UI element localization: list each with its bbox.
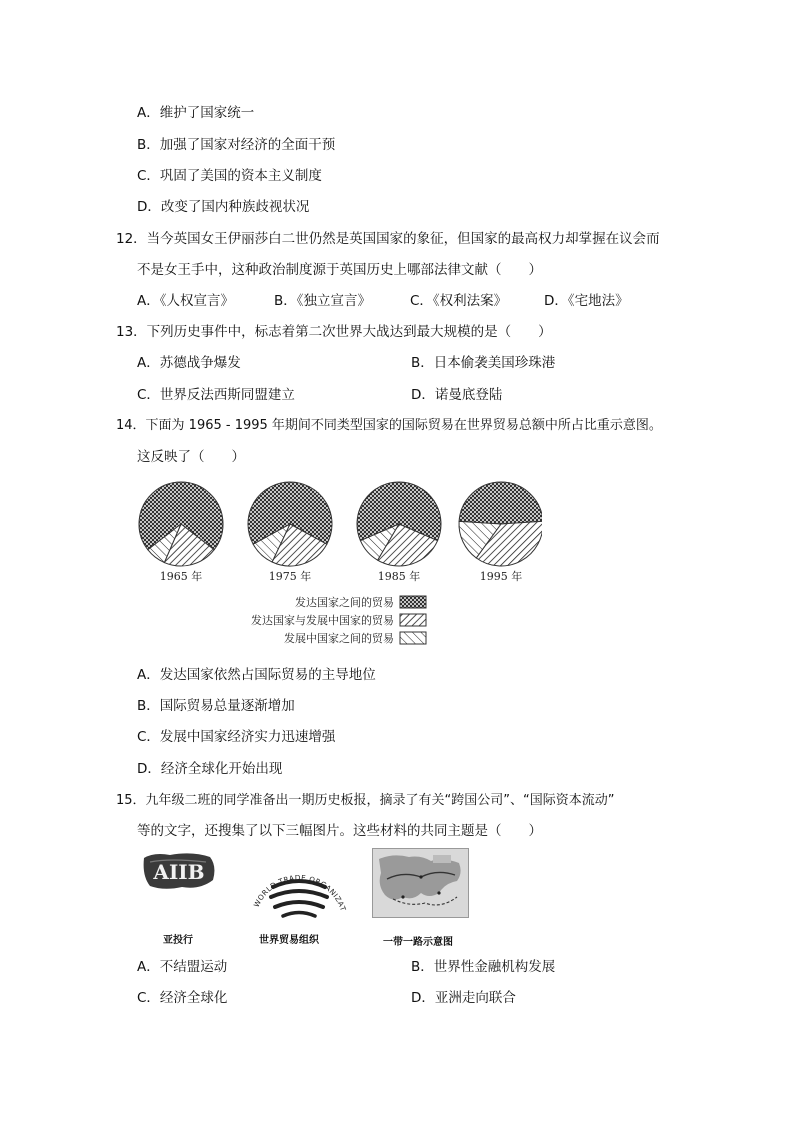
legend-swatch	[400, 596, 426, 608]
q11-option-a: A．维护了国家统一	[137, 105, 255, 121]
q13-option-c: C．世界反法西斯同盟建立	[137, 387, 295, 403]
legend-swatch	[400, 614, 426, 626]
q14-stem-line1: 14．下面为 1965 - 1995 年期间不同类型国家的国际贸易在世界贸易总额中所占比重示意图。	[116, 418, 662, 433]
q15-option-d: D．亚洲走向联合	[411, 990, 516, 1006]
legend-swatch	[400, 632, 426, 644]
q15-stem-line1: 15．九年级二班的同学准备出一期历史板报，摘录了有关“跨国公司”、“国际资本流动”	[116, 793, 615, 808]
wto-caption: 世界贸易组织	[259, 935, 319, 946]
q13-option-d: D．诺曼底登陆	[411, 387, 503, 403]
q12-stem-line1: 12．当今英国女王伊丽莎白二世仍然是英国国家的象征，但国家的最高权力却掌握在议会而	[116, 231, 660, 247]
legend-label: 发达国家与发展中国家的贸易	[251, 614, 394, 627]
q12-stem-line2: 不是女王手中，这种政治制度源于英国历史上哪部法律文献（ ）	[137, 262, 542, 278]
q14-option-d: D．经济全球化开始出现	[137, 761, 283, 777]
q12-option-c: C．《权利法案》	[410, 293, 508, 309]
wto-arc-text: WORLD TRADE ORGANIZAT	[251, 873, 348, 913]
pie-year-label: 1995 年	[479, 570, 523, 583]
aiib-logo-icon	[140, 850, 218, 894]
q15-option-c: C．经济全球化	[137, 990, 228, 1006]
q11-option-d: D．改变了国内种族歧视状况	[137, 199, 310, 215]
legend-label: 发展中国家之间的贸易	[284, 632, 394, 645]
q14-stem-line2: 这反映了（ ）	[137, 449, 245, 465]
q13-option-b: B．日本偷袭美国珍珠港	[411, 355, 556, 371]
q14-option-b: B．国际贸易总量逐渐增加	[137, 698, 295, 714]
trade-share-pie-chart	[137, 476, 542, 652]
aiib-caption: 亚投行	[163, 935, 193, 946]
legend-label: 发达国家之间的贸易	[295, 596, 394, 609]
wto-logo-icon	[245, 845, 353, 931]
q15-option-a: A．不结盟运动	[137, 959, 228, 975]
q11-option-c: C．巩固了美国的资本主义制度	[137, 168, 322, 184]
q12-option-b: B．《独立宣言》	[274, 293, 372, 309]
q13-option-a: A．苏德战争爆发	[137, 355, 241, 371]
pie-year-label: 1985 年	[377, 570, 421, 583]
q15-stem-line2: 等的文字，还搜集了以下三幅图片。这些材料的共同主题是（ ）	[137, 823, 542, 839]
belt-road-caption: 一带一路示意图	[383, 937, 453, 948]
pie-year-label: 1965 年	[159, 570, 203, 583]
pie-slice-4-1	[459, 482, 542, 524]
q14-option-a: A．发达国家依然占国际贸易的主导地位	[137, 667, 376, 683]
q12-option-a: A．《人权宣言》	[137, 293, 234, 309]
q12-option-d: D．《宅地法》	[544, 293, 629, 309]
aiib-logo-text: AIIB	[153, 860, 205, 884]
q14-option-c: C．发展中国家经济实力迅速增强	[137, 729, 336, 745]
q15-option-b: B．世界性金融机构发展	[411, 959, 556, 975]
q13-stem: 13．下列历史事件中，标志着第二次世界大战达到最大规模的是（ ）	[116, 324, 552, 340]
belt-road-map-icon	[372, 848, 469, 918]
pie-year-label: 1975 年	[268, 570, 312, 583]
q11-option-b: B．加强了国家对经济的全面干预	[137, 137, 336, 153]
